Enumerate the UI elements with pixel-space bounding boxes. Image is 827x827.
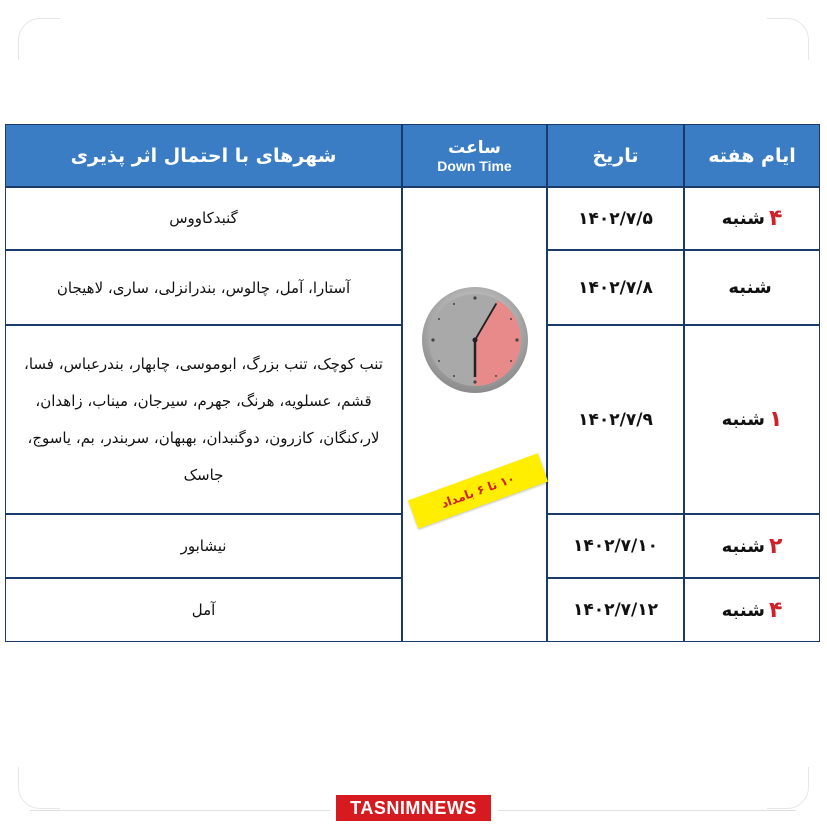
clock-svg bbox=[420, 285, 530, 395]
header-date-label: تاریخ bbox=[592, 144, 639, 167]
row-3-date bbox=[547, 325, 684, 514]
row-3-day-num: ۱ bbox=[768, 407, 783, 432]
header-cities bbox=[5, 124, 402, 187]
row-4-cities-text: نیشابور bbox=[180, 536, 227, 555]
row-1-day bbox=[684, 187, 820, 250]
row-3-cities-text: تنب کوچک، تنب بزرگ، ابوموسی، چابهار، بندرعباس، فسا، قشم، عسلویه، هرنگ، جهرم، سیرجان، میناب، زاهدان، لار،کنگان، کازرون، دوگنبدان، بهبهان، سربندر، بم، یاسوج، جاسک bbox=[24, 354, 383, 484]
row-5-cities bbox=[5, 578, 402, 642]
row-1-day-text: شنبه bbox=[721, 208, 765, 229]
row-1-cities bbox=[5, 187, 402, 250]
row-4-cities bbox=[5, 514, 402, 578]
header-time-label: ساعت bbox=[448, 137, 501, 158]
clock-icon bbox=[420, 285, 530, 395]
row-1-date-text: ۱۴۰۲/۷/۵ bbox=[578, 208, 653, 229]
row-5-date-text: ۱۴۰۲/۷/۱۲ bbox=[572, 600, 659, 620]
row-4-date bbox=[547, 514, 684, 578]
footer-line-right bbox=[498, 810, 796, 811]
row-5-day-text: شنبه bbox=[721, 599, 765, 621]
frame-gap-top bbox=[60, 10, 767, 30]
header-time bbox=[402, 124, 547, 187]
row-2-day-text: شنبه bbox=[728, 277, 772, 298]
row-5-cities-text: آمل bbox=[191, 600, 216, 619]
row-3-day bbox=[684, 325, 820, 514]
header-day bbox=[684, 124, 820, 187]
row-4-day bbox=[684, 514, 820, 578]
row-4-date-text: ۱۴۰۲/۷/۱۰ bbox=[572, 536, 659, 556]
row-5-day-num: ۴ bbox=[768, 597, 783, 623]
header-cities-label: شهرهای با احتمال اثر پذیری bbox=[70, 144, 337, 167]
row-2-date-text: ۱۴۰۲/۷/۸ bbox=[578, 277, 653, 298]
row-1-date bbox=[547, 187, 684, 250]
footer-line-left bbox=[30, 810, 330, 811]
row-3-cities bbox=[5, 325, 402, 514]
row-2-cities bbox=[5, 250, 402, 325]
logo-text: TASNIMNEWS bbox=[350, 797, 477, 818]
row-2-cities-text: آستارا، آمل، چالوس، بندرانزلی، ساری، لاهیجان bbox=[56, 278, 351, 297]
row-2-date bbox=[547, 250, 684, 325]
clock-center bbox=[473, 338, 478, 343]
row-2-day bbox=[684, 250, 820, 325]
row-4-day-text: شنبه bbox=[721, 535, 765, 557]
row-1-day-num: ۴ bbox=[768, 206, 783, 231]
sticker-text: ۱۰ تا ۶ بامداد bbox=[439, 471, 517, 511]
header-date bbox=[547, 124, 684, 187]
row-4-day-num: ۲ bbox=[768, 533, 783, 559]
schedule-table bbox=[5, 124, 820, 642]
row-1-cities-text: گنبدکاووس bbox=[169, 209, 238, 227]
time-cell bbox=[402, 187, 547, 642]
row-3-day-text: شنبه bbox=[721, 409, 765, 430]
row-5-day bbox=[684, 578, 820, 642]
tasnim-logo bbox=[336, 795, 491, 821]
row-5-date bbox=[547, 578, 684, 642]
row-3-date-text: ۱۴۰۲/۷/۹ bbox=[578, 409, 653, 430]
header-time-sublabel: Down Time bbox=[437, 157, 512, 174]
header-day-label: ایام هفته bbox=[708, 144, 796, 167]
